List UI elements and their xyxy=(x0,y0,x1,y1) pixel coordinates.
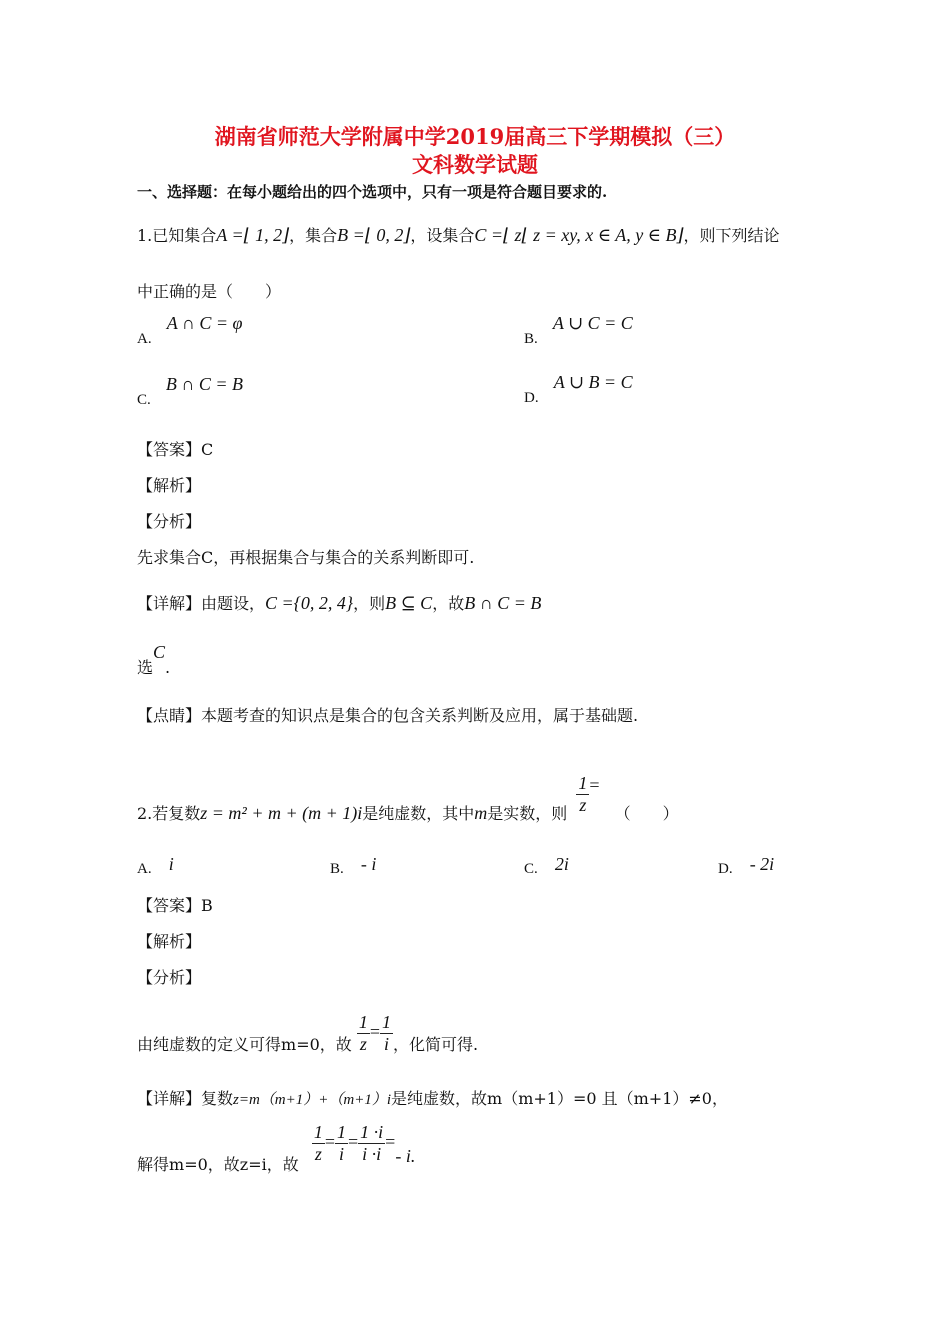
section-heading: 一、选择题：在每小题给出的四个选项中，只有一项是符合题目要求的. xyxy=(137,183,608,201)
q2-option-b: B. - i xyxy=(330,854,377,877)
q1-jiexi-label: 【解析】 xyxy=(137,476,202,495)
q2-jiexi-label: 【解析】 xyxy=(137,932,202,951)
q2-option-d: D. - 2i xyxy=(718,854,775,877)
q1-option-c: C. B ∩ C = B xyxy=(137,374,244,408)
q2-option-c: C. 2i xyxy=(524,854,569,877)
q1-answer: 【答案】C xyxy=(137,440,214,459)
q2-detail-line2: 解得m=0，故z=i，故 $\frac{1}{z}$ = $\frac{1}{i}$ = $\frac{1 \cdot i}{i \cdot i}$ =- i. xyxy=(137,1122,416,1174)
q2-stem: 2.若复数z = m² + m + (m + 1)i是纯虚数，其中m是实数，则 $\frac{1}{z}$ = （ ） xyxy=(137,773,679,823)
q2-option-a: A. i xyxy=(137,854,174,877)
q1-analysis: 先求集合C，再根据集合与集合的关系判断即可. xyxy=(137,548,475,567)
q1-detail: 【详解】由题设，C ={0, 2, 4}，则B ⊆ C，故B ∩ C = B xyxy=(137,593,542,613)
q1-choose: 选C. xyxy=(137,642,171,677)
q1-option-b: B. A ∪ C = C xyxy=(524,313,633,347)
q2-fenxi-label: 【分析】 xyxy=(137,968,202,987)
q1-stem: 1.已知集合A =⌊ 1, 2⌋，集合B =⌊ 0, 2⌋，设集合C =⌊ z⌊ z = xy, x ∈ A, y ∈ B⌋，则下列结论 xyxy=(137,225,780,245)
title-line-1: 湖南省师范大学附属中学2019届高三下学期模拟（三） xyxy=(214,124,736,149)
q1-stem-line2: 中正确的是（ ） xyxy=(137,282,282,301)
title-line-2: 文科数学试题 xyxy=(412,152,538,177)
q2-answer: 【答案】B xyxy=(137,896,213,915)
q2-analysis: 由纯虚数的定义可得m=0，故 $\frac{1}{z}$ = $\frac{1}{i}$ ，化简可得. xyxy=(137,1012,479,1054)
q1-comment: 【点睛】本题考查的知识点是集合的包含关系判断及应用，属于基础题. xyxy=(137,706,639,725)
q1-option-d: D. A ∪ B = C xyxy=(524,372,633,406)
q1-fenxi-label: 【分析】 xyxy=(137,512,202,531)
q1-option-a: A. A ∩ C = φ xyxy=(137,313,243,347)
q2-detail-line1: 【详解】复数z=m（m+1）+（m+1）i是纯虚数，故m（m+1）=0 且（m+1）≠0， xyxy=(137,1089,728,1108)
